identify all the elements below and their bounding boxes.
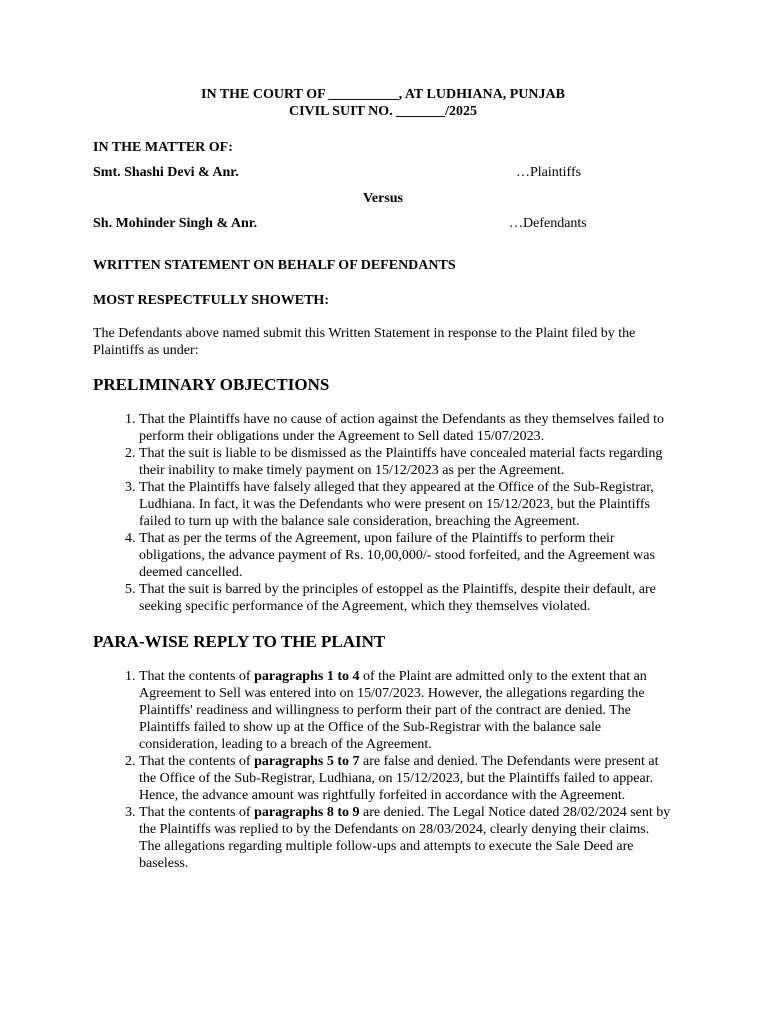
list-item: 1. That the Plaintiffs have no cause of action against the Defendants as they themselves failed to perform their obligations under the Agreement to Sell dated 15/07/2023.	[139, 411, 673, 445]
defendant-role: …Defendants	[509, 216, 587, 231]
document-page	[93, 86, 673, 872]
paragraph-reference: paragraphs 1 to 4	[254, 669, 360, 684]
statement-title: WRITTEN STATEMENT ON BEHALF OF DEFENDANTS	[93, 258, 456, 273]
item-text-start: That the contents of	[139, 805, 255, 820]
court-heading: IN THE COURT OF __________, AT LUDHIANA, PUNJAB	[201, 87, 565, 102]
item-text-start: That the contents of	[139, 754, 255, 769]
defendant-name: Sh. Mohinder Singh & Anr.	[93, 216, 258, 231]
preliminary-objections-title: PRELIMINARY OBJECTIONS	[93, 375, 330, 394]
list-item	[139, 668, 673, 753]
parawise-reply-list	[93, 668, 673, 872]
paragraph-reference: paragraphs 5 to 7	[254, 754, 360, 769]
list-item	[139, 804, 673, 872]
item-text-rest: are denied. The Legal Notice dated 28/02/2024 sent by the Plaintiffs was replied to by the Defendants on 28/03/2024, clearly denying their claims. The allegations regarding multiple follow-ups and attempts to execute the Sale Deed are baseless.	[139, 805, 671, 871]
suit-number: CIVIL SUIT NO. _______/2025	[288, 104, 477, 119]
preliminary-objections-list	[93, 411, 673, 615]
versus-label: Versus	[363, 191, 403, 206]
matter-label: IN THE MATTER OF:	[93, 140, 233, 155]
list-item	[139, 753, 673, 804]
list-item: 4. That as per the terms of the Agreement, upon failure of the Plaintiffs to perform their obligations, the advance payment of Rs. 10,00,000/- stood forfeited, and the Agreement was deemed cancelled.	[139, 530, 673, 581]
list-item: 2. That the suit is liable to be dismissed as the Plaintiffs have concealed material facts regarding their inability to make timely payment on 15/12/2023 as per the Agreement.	[139, 445, 673, 479]
showeth-heading: MOST RESPECTFULLY SHOWETH:	[93, 293, 329, 308]
intro-paragraph: The Defendants above named submit this Written Statement in response to the Plaint filed by the Plaintiffs as under:	[93, 326, 636, 358]
item-text-rest: of the Plaint are admitted only to the extent that an Agreement to Sell was entered into on 15/07/2023. However, the allegations regarding the Plaintiffs' readiness and willingness to perform their part of the contract are denied. The Plaintiffs failed to show up at the Office of the Sub-Registrar with the balance sale consideration, leading to a breach of the Agreement.	[139, 669, 647, 752]
list-item: 3. That the Plaintiffs have falsely alleged that they appeared at the Office of the Sub-Registrar, Ludhiana. In fact, it was the Defendants who were present on 15/12/2023, but the Plaintiffs failed to turn up with the balance sale consideration, breaching the Agreement.	[139, 479, 673, 530]
item-text-start: That the contents of	[139, 669, 255, 684]
list-item: 5. That the suit is barred by the principles of estoppel as the Plaintiffs, despite their default, are seeking specific performance of the Agreement, which they themselves violated.	[139, 581, 673, 615]
item-text-rest: are false and denied. The Defendants were present at the Office of the Sub-Registrar, Ludhiana, on 15/12/2023, but the Plaintiffs failed to appear. Hence, the advance amount was rightfully forfeited in accordance with the Agreement.	[139, 754, 659, 803]
defendant-row	[93, 215, 673, 232]
plaintiff-row	[93, 164, 673, 181]
plaintiff-role: …Plaintiffs	[516, 165, 582, 180]
plaintiff-name: Smt. Shashi Devi & Anr.	[93, 165, 239, 180]
paragraph-reference: paragraphs 8 to 9	[254, 805, 360, 820]
parawise-reply-title: PARA-WISE REPLY TO THE PLAINT	[93, 632, 386, 651]
